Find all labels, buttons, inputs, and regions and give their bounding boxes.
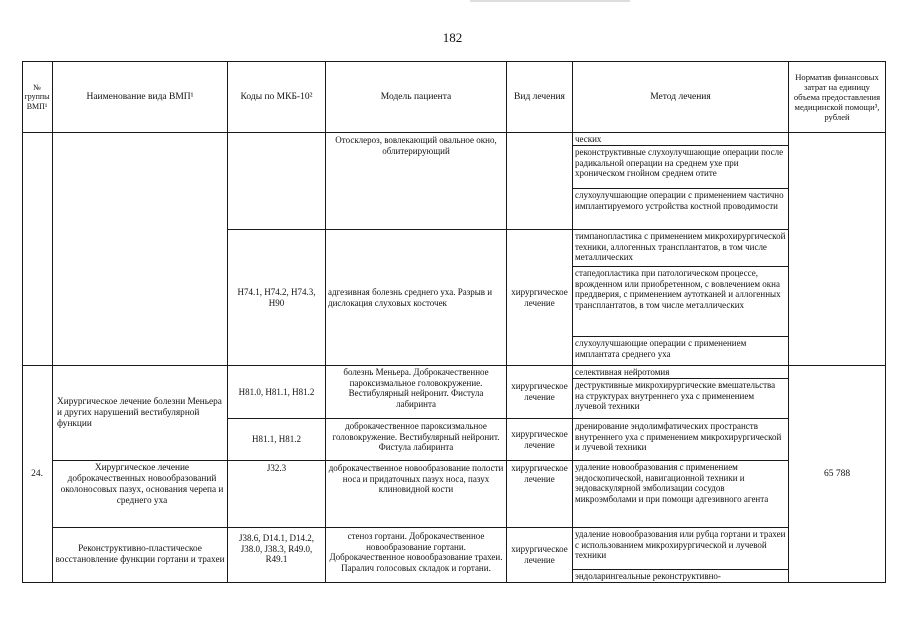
model-h74: адгезивная болезнь среднего уха. Разрыв и дислокация слуховых косточек: [328, 286, 493, 308]
method-cell: удаление новообразования или рубца гортани и трахеи с использованием микрохирургической и лучевой техники: [575, 529, 786, 561]
method-cell: деструктивные микрохирургические вмешательства на структурах внутреннего уха с применением лучевой техники: [575, 380, 776, 412]
codes-h81b: H81.1, H81.2: [252, 434, 301, 445]
name-larynx: Реконструктивно-пластическое восстановление функции гортани и трахеи: [55, 544, 225, 565]
codes-larynx: J38.6, D14.1, D14.2, J38.0, J38.3, R49.0, R49.1: [238, 533, 314, 565]
method-cell: удаление новообразования с применением эндоскопической, навигационной техники и эндоваскулярной эмболизации сосудов микроэмболами и при помощи адгезивного агента: [575, 462, 769, 504]
scan-artifact: [470, 0, 630, 2]
treatment-h81b: хирургическое лечение: [511, 428, 568, 450]
model-otosclerosis: Отосклероз, вовлекающий овальное окно, облитерирующий: [335, 135, 497, 156]
treatment-tumor: хирургическое лечение: [511, 463, 568, 484]
header-model: Модель пациента: [380, 91, 452, 102]
model-larynx: стеноз гортани. Доброкачественное новообразование гортани. Доброкачественное новообразование трахеи. Паралич голосовых складок и гортани.: [329, 531, 503, 573]
method-cell: слухоулучшающие операции с применением частично имплантируемого устройства костной проводимости: [575, 190, 784, 211]
header-group-number: № группы ВМП¹: [24, 82, 50, 111]
treatment-h74: хирургическое лечение: [511, 286, 568, 308]
method-cell: слухоулучшающие операции с применением имплантата среднего уха: [575, 338, 747, 359]
treatment-h81a: хирургическое лечение: [511, 381, 568, 402]
codes-tumor: J32.3: [266, 463, 287, 473]
header-treatment: Вид лечения: [514, 91, 565, 102]
header-name: Наименование вида ВМП¹: [86, 91, 194, 102]
header-method: Метод лечения: [650, 91, 711, 102]
method-cell: стапедопластика при патологическом процессе, врожденном или приобретенном, с вовлечением окна преддверия, с применением аутотканей и аллогенных трансплантатов, в том числе металлических: [575, 268, 781, 310]
col-line: [885, 61, 886, 583]
method-cell: селективная нейротомия: [575, 367, 670, 377]
model-h81b: доброкачественное пароксизмальное головокружение. Вестибулярный нейронит. Фистула лабиринта: [332, 421, 500, 453]
model-h81a: болезнь Меньера. Доброкачественное пароксизмальное головокружение. Вестибулярный нейронит. Фистула лабиринта: [343, 367, 489, 409]
model-tumor: доброкачественное новообразование полости носа и придаточных пазух носа, пазух клиновидной кости: [328, 463, 504, 495]
method-cell: дренирование эндолимфатических пространств внутреннего уха с применением микрохирургической и лучевой техники: [575, 421, 782, 453]
codes-h81a: H81.0, H81.1, H81.2: [238, 386, 315, 397]
name-tumor: Хирургическое лечение доброкачественных новообразований околоносовых пазух, основания черепа и среднего уха: [60, 463, 224, 506]
method-cell: ческих: [575, 134, 602, 144]
header-codes: Коды по МКБ-10²: [240, 91, 313, 102]
norm-value: 65 788: [823, 468, 851, 479]
page-number: 182: [442, 30, 463, 45]
method-cell: реконструктивные слухоулучшающие операции после радикальной операции на среднем ухе при хроническом гнойном среднем отите: [575, 147, 784, 179]
method-cell: эндоларингеальные реконструктивно-: [575, 571, 721, 581]
header-norm: Норматив финансовых затрат на единицу объема предоставления медицинской помощи³, рублей: [793, 72, 881, 122]
treatment-larynx: хирургическое лечение: [511, 544, 568, 565]
method-cell: тимпанопластика с применением микрохирургической техники, аллогенных трансплантатов, в том числе металлических: [575, 231, 786, 263]
codes-h74: H74.1, H74.2, H74.3, H90: [237, 286, 316, 308]
name-meniere: Хирургическое лечение болезни Меньера и других нарушений вестибулярной функции: [57, 396, 222, 429]
group-number: 24.: [31, 468, 43, 479]
